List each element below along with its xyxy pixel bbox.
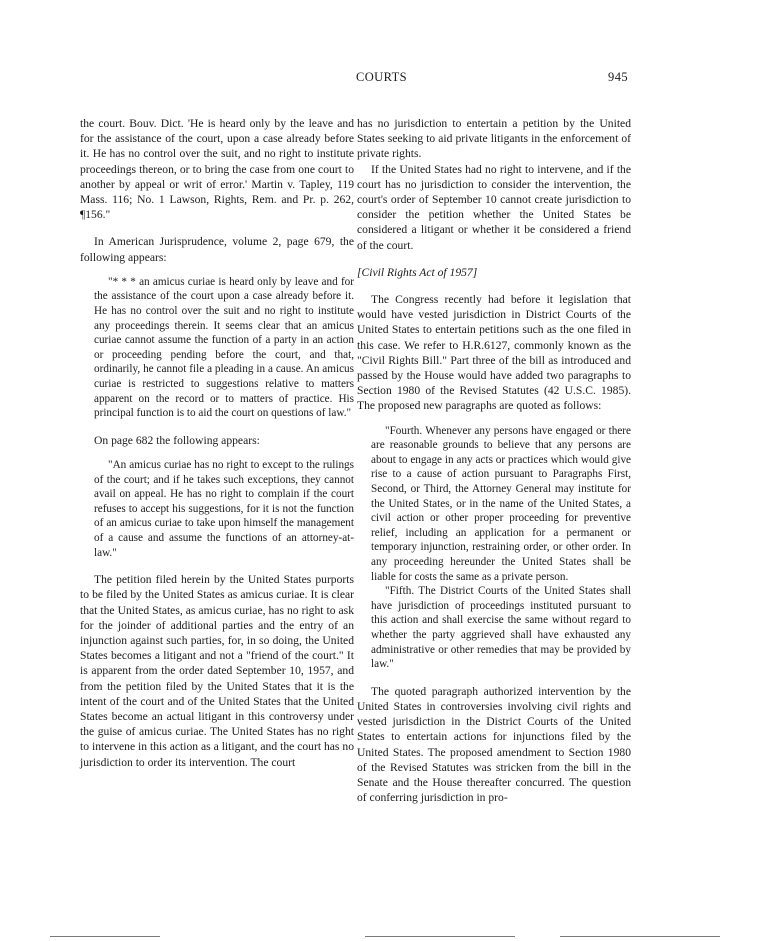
footer-rule-right — [560, 936, 720, 937]
footer-rule-middle — [365, 936, 515, 937]
section-heading: [Civil Rights Act of 1957] — [357, 265, 478, 279]
left-paragraph-4: The petition filed herein by the United States purports to be filed by the United States as amicus curiae. It is clear that the United States, as amicus curiae, has no right to ask for the joinder of additional parties and the entry of an injunction against such parties, for, in so doing, the United States becomes a litigant and not a "friend of the court." It is apparent from the order dated September 10, 1957, and from the petition filed by the United States that it is the intent of the court and of the United States that the United States become an actual litigant in this controversy under the guise of amicus curiae. The United States has no right to intervene in this action as a litigant, and the court has no jurisdiction to order its intervention. The court — [80, 573, 354, 769]
quote-text: "An amicus curiae has no right to except to the rulings of the court; and if he takes such exceptions, they cannot avail on appeal. He has no right to complain if the court refuses to accept his suggestions, for it is not the function of an amicus curiae to take upon himself the management of a cause and assume the functions of an attorney-at-law." — [94, 458, 354, 559]
footer-rule-left — [50, 936, 160, 937]
left-column — [80, 116, 354, 770]
right-column — [357, 116, 631, 805]
left-paragraph-3: On page 682 the following appears: — [94, 433, 260, 447]
quote-paragraph-fourth: "Fourth. Whenever any persons have engaged or there are reasonable grounds to believe that any persons are about to engage in any acts or practices which would give rise to a cause of action pursuant to Paragraphs First, Second, or Third, the Attorney General may institute for the United States, or in the name of the United States, a civil action or other proper proceeding for preventive relief, including an application for a permanent or temporary injunction, restraining order, or other order. In any proceeding hereunder the United States shall be liable for costs the same as a private person. — [371, 424, 631, 583]
quote-paragraph-fifth: "Fifth. The District Courts of the United States shall have jurisdiction of proceedings instituted pursuant to this action and shall exercise the same without regard to whether the party aggrieved shall have exhausted any administrative or other remedies that may be provided by law." — [371, 585, 631, 671]
quote-text: "* * * an amicus curiae is heard only by leave and for the assistance of the court upon a case already before it. He has no control over the suit and no right to institute any proceedings therein. It seems clear that an amicus curiae cannot assume the function of a party in an action or proceeding pending before the court, and that, ordinarily, he cannot file a pleading in a cause. An amicus curiae is restricted to suggestions relative to matters apparent on the record or to matters of practice. His principal function is to aid the court on questions of law." — [94, 275, 354, 420]
running-header — [0, 70, 763, 86]
left-paragraph-2: In American Jurisprudence, volume 2, page 679, the following appears: — [80, 235, 354, 264]
page-number: 945 — [608, 70, 628, 84]
running-title: COURTS — [356, 70, 407, 84]
right-paragraph-1: has no jurisdiction to entertain a petition by the United States seeking to aid private litigants in the enforcement of private rights. — [357, 117, 631, 161]
right-paragraph-4: The quoted paragraph authorized intervention by the United States in controversies involving civil rights and vested jurisdiction in the District Courts of the United States to entertain actions for injunctions filed by the United States. The proposed amendment to Section 1980 of the Revised Statutes was stricken from the bill in the Senate and the House thereafter concurred. The question of conferring jurisdiction in pro- — [357, 684, 631, 805]
block-quote-am-jur-682 — [80, 458, 354, 560]
right-paragraph-2: If the United States had no right to intervene, and if the court has no jurisdiction to consider the intervention, the court's order of September 10 cannot create jurisdiction to consider the petition whether the United States be considered a litigant or whether it be considered a friend of the court. — [357, 162, 631, 252]
left-paragraph-1: the court. Bouv. Dict. 'He is heard only by the leave and for the assistance of the court, upon a case already before it. He has no control over the suit, and no right to institute proceedings thereon, or to bring the case from one court to another by appeal or writ of error.' Martin v. Tapley, 119 Mass. 116; No. 1 Lawson, Rights, Rem. and Pr. p. 262, ¶156." — [80, 117, 354, 222]
block-quote-am-jur-679 — [80, 275, 354, 421]
right-paragraph-3: The Congress recently had before it legislation that would have vested jurisdiction in District Courts of the United States to entertain petitions such as the one filed in this case. We refer to H.R.6127, commonly known as the "Civil Rights Bill." Part three of the bill as introduced and passed by the House would have added two paragraphs to Section 1980 of the Revised Statutes (42 U.S.C. 1985). The proposed new paragraphs are quoted as follows: — [357, 293, 631, 413]
block-quote-hr6127 — [357, 424, 631, 672]
